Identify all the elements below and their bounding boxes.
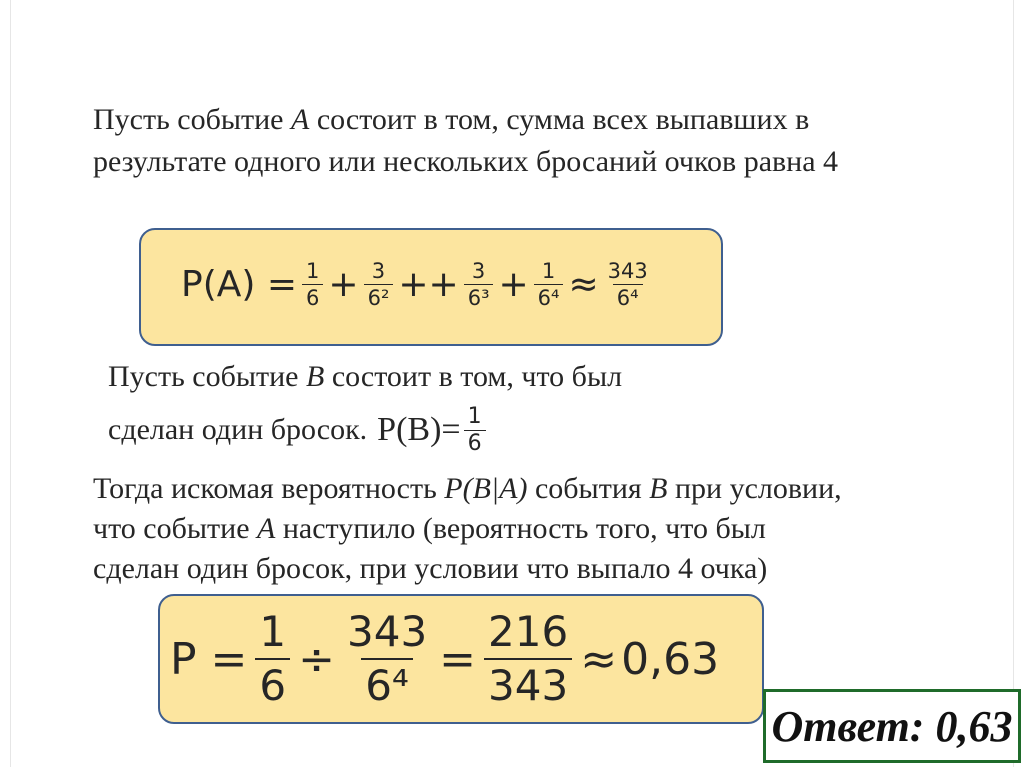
- formula-p: [170, 606, 719, 712]
- p-approx: ≈: [580, 633, 618, 685]
- p-frac-c: [484, 606, 572, 712]
- answer-box: Ответ: 0,63: [763, 689, 1021, 763]
- p-lhs: P =: [170, 633, 248, 685]
- conclusion-text-mid: события: [527, 472, 650, 505]
- conclusion-line-2: [93, 509, 766, 549]
- p-div: ÷: [298, 633, 335, 685]
- pa-t2-den: 6²: [364, 284, 394, 311]
- pb-fraction: [464, 404, 486, 457]
- pa-res-den: 6⁴: [613, 284, 643, 311]
- pa-term-2: [364, 258, 394, 311]
- event-a-var: A: [291, 103, 310, 136]
- conditional-prob-expr: P(B|A): [444, 472, 528, 505]
- pb-den: 6: [464, 430, 486, 457]
- pa-t1-den: 6: [302, 284, 323, 311]
- event-b-text-rest: состоит в том, что был: [324, 360, 623, 393]
- p-c-den: 343: [484, 658, 572, 712]
- intro-text-rest: состоит в том, сумма всех выпавших в: [309, 103, 810, 136]
- pb-num: 1: [467, 403, 482, 429]
- p-b-num: 343: [347, 607, 428, 656]
- pa-t3-num: 3: [471, 259, 486, 283]
- conclusion-event-a-var: A: [257, 512, 276, 545]
- pa-res-num: 343: [607, 259, 648, 283]
- pa-lhs: P(A) =: [181, 263, 298, 305]
- event-b-text: Пусть событие: [108, 360, 306, 393]
- pa-term-1: [302, 258, 323, 311]
- intro-line-1: [93, 100, 809, 140]
- pa-op-2: ++: [398, 263, 459, 305]
- conclusion2-text-rest: наступило (вероятность того, что был: [275, 512, 766, 545]
- pa-result: [604, 258, 652, 311]
- conclusion-text: Тогда искомая вероятность: [93, 472, 445, 505]
- pa-t4-den: 6⁴: [534, 284, 564, 311]
- conclusion-line-1: [93, 469, 842, 509]
- pa-term-4: [534, 258, 564, 311]
- pa-t2-num: 3: [371, 259, 386, 283]
- conclusion-text-rest: при условии,: [667, 472, 842, 505]
- pa-approx: ≈: [568, 263, 599, 305]
- event-b-var: B: [306, 360, 325, 393]
- pb-label: P(B)=: [377, 411, 461, 448]
- event-b-line-1: [108, 357, 622, 397]
- conclusion-line-3: сделан один бросок, при условии что выпало 4 очка): [93, 552, 768, 585]
- p-frac-b: [343, 606, 431, 712]
- intro-text: Пусть событие: [93, 103, 291, 136]
- p-result: 0,63: [621, 633, 720, 685]
- p-eq: =: [439, 633, 477, 685]
- pa-op-3: +: [498, 263, 529, 305]
- pa-t3-den: 6³: [464, 284, 494, 311]
- p-b-den: 6⁴: [361, 658, 413, 712]
- conclusion-event-b-var: B: [649, 472, 668, 505]
- event-b-throw: сделан один бросок.: [108, 413, 368, 446]
- pa-t4-num: 1: [541, 259, 556, 283]
- p-frac-a: [255, 606, 290, 712]
- formula-pa: [181, 258, 655, 311]
- pa-op-1: +: [328, 263, 359, 305]
- p-a-den: 6: [255, 658, 290, 712]
- intro-line-2: результате одного или нескольких бросаний очков равна 4: [93, 145, 839, 178]
- formula-p-box: [158, 594, 764, 724]
- event-b-line-2: [108, 398, 489, 462]
- p-c-num: 216: [488, 607, 569, 656]
- pa-t1-num: 1: [306, 259, 320, 283]
- pa-term-3: [464, 258, 494, 311]
- p-a-num: 1: [259, 607, 287, 656]
- conclusion2-text: что событие: [93, 512, 258, 545]
- formula-pa-box: [139, 228, 723, 346]
